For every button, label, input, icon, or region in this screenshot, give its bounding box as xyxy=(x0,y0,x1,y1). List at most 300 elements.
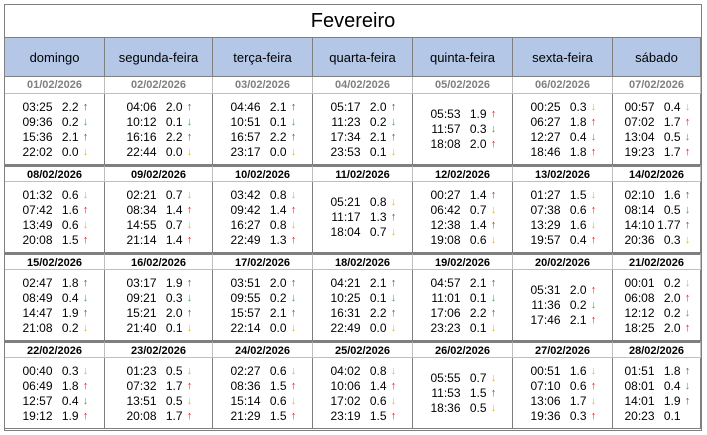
tide-entry xyxy=(325,195,401,210)
tide-height: 0.3 xyxy=(569,408,587,423)
day-date: 15/02/2026 xyxy=(5,253,105,270)
arrow-up-icon: ↑ xyxy=(684,291,691,304)
tide-entry xyxy=(225,129,301,144)
arrow-up-icon: ↑ xyxy=(82,306,89,319)
arrow-down-icon: ↓ xyxy=(684,203,691,216)
tide-entry xyxy=(225,99,301,114)
tide-time: 19:36 xyxy=(530,408,561,423)
arrow-down-icon: ↓ xyxy=(490,321,497,334)
arrow-up-icon: ↑ xyxy=(186,130,193,143)
tide-height: 0.1 xyxy=(469,320,487,335)
tide-entry xyxy=(425,275,501,290)
day-tides xyxy=(5,182,105,253)
tide-entry xyxy=(325,225,401,240)
day-tides xyxy=(613,270,701,341)
tide-entry xyxy=(619,129,695,144)
tide-height: 0.0 xyxy=(269,320,287,335)
tide-height: 1.3 xyxy=(369,210,387,224)
arrow-up-icon: ↑ xyxy=(82,233,89,246)
arrow-up-icon: ↑ xyxy=(390,409,397,422)
arrow-up-icon: ↑ xyxy=(684,321,691,334)
tide-height: 0.1 xyxy=(165,114,183,129)
tide-entry xyxy=(325,129,401,144)
tide-entry xyxy=(619,232,695,247)
tide-height: 2.1 xyxy=(369,129,387,144)
tide-entry xyxy=(325,210,401,225)
tide-entry xyxy=(121,129,197,144)
day-tides xyxy=(413,270,513,341)
tide-height: 1.4 xyxy=(269,202,287,217)
tide-height: 0.2 xyxy=(663,275,681,290)
tide-entry xyxy=(325,99,401,114)
tide-entry xyxy=(17,232,93,247)
tide-height: 1.4 xyxy=(165,232,183,247)
arrow-down-icon: ↓ xyxy=(490,372,497,384)
day-date: 10/02/2026 xyxy=(213,165,313,182)
tide-height: 0.6 xyxy=(569,378,587,393)
day-date: 14/02/2026 xyxy=(613,165,701,182)
tide-time: 03:42 xyxy=(230,187,261,202)
tide-height: 1.5 xyxy=(569,187,587,202)
tide-entry xyxy=(225,393,301,408)
tide-height: 2.0 xyxy=(165,99,183,114)
tide-entry xyxy=(425,107,501,122)
tide-height: 2.0 xyxy=(663,320,681,335)
tide-entry xyxy=(619,217,695,232)
tide-entry xyxy=(619,99,695,114)
day-date: 09/02/2026 xyxy=(105,165,213,182)
arrow-down-icon: ↓ xyxy=(290,394,297,407)
tide-time: 23:23 xyxy=(430,320,461,335)
tide-height: 2.2 xyxy=(369,305,387,320)
tide-entry xyxy=(425,137,501,152)
arrow-down-icon: ↓ xyxy=(390,321,397,334)
tide-height: 2.2 xyxy=(269,129,287,144)
arrow-up-icon: ↑ xyxy=(490,306,497,319)
tide-time: 19:23 xyxy=(624,144,655,159)
arrow-down-icon: ↓ xyxy=(82,394,89,407)
arrow-up-icon: ↑ xyxy=(82,379,89,392)
tide-height: 0.6 xyxy=(61,187,79,202)
tide-height: 0.4 xyxy=(569,129,587,144)
tide-entry xyxy=(225,290,301,305)
weekday-header: terça-feira xyxy=(213,38,313,77)
tide-entry xyxy=(619,320,695,335)
tide-height: 1.9 xyxy=(61,305,79,320)
arrow-down-icon: ↓ xyxy=(186,394,193,407)
tide-height: 1.4 xyxy=(165,202,183,217)
arrow-down-icon: ↓ xyxy=(590,188,597,201)
day-tides xyxy=(313,182,413,253)
arrow-up-icon: ↑ xyxy=(490,276,497,289)
arrow-up-icon: ↑ xyxy=(390,276,397,289)
tide-time: 13:49 xyxy=(22,217,53,232)
tide-time: 00:57 xyxy=(624,99,655,114)
arrow-up-icon: ↑ xyxy=(684,218,691,231)
tide-time: 00:25 xyxy=(530,99,561,114)
tide-time: 00:27 xyxy=(430,187,461,202)
day-tides xyxy=(5,270,105,341)
tide-height: 1.7 xyxy=(165,378,183,393)
day-tides xyxy=(613,358,701,429)
day-tides xyxy=(513,358,613,429)
arrow-up-icon: ↑ xyxy=(590,409,597,422)
tide-height: 0.7 xyxy=(469,371,487,385)
tide-time: 13:51 xyxy=(126,393,157,408)
arrow-up-icon: ↑ xyxy=(290,306,297,319)
tide-entry xyxy=(225,408,301,423)
tide-time: 18:04 xyxy=(330,225,361,239)
arrow-up-icon: ↑ xyxy=(590,115,597,128)
tide-height: 0.3 xyxy=(165,290,183,305)
day-tides xyxy=(513,270,613,341)
arrow-up-icon: ↑ xyxy=(590,314,597,326)
tide-height: 0.6 xyxy=(269,393,287,408)
arrow-up-icon: ↑ xyxy=(490,188,497,201)
tide-height: 1.6 xyxy=(569,363,587,378)
weekday-header: segunda-feira xyxy=(105,38,213,77)
arrow-up-icon: ↑ xyxy=(590,233,597,246)
tide-entry xyxy=(425,202,501,217)
tide-time: 20:23 xyxy=(624,408,655,423)
tide-time: 04:46 xyxy=(230,99,261,114)
arrow-down-icon: ↓ xyxy=(290,218,297,231)
tide-time: 14:47 xyxy=(22,305,53,320)
tide-time: 23:17 xyxy=(230,144,261,159)
day-tides xyxy=(105,182,213,253)
tide-entry xyxy=(525,217,601,232)
arrow-up-icon: ↑ xyxy=(590,145,597,158)
tide-height: 0.3 xyxy=(663,232,681,247)
tide-time: 17:46 xyxy=(530,313,561,327)
tide-time: 04:06 xyxy=(126,99,157,114)
day-date: 24/02/2026 xyxy=(213,341,313,358)
tide-time: 12:12 xyxy=(624,305,655,320)
tide-time: 19:12 xyxy=(22,408,53,423)
day-date: 21/02/2026 xyxy=(613,253,701,270)
tide-entry xyxy=(619,290,695,305)
tide-time: 01:32 xyxy=(22,187,53,202)
tide-entry xyxy=(17,129,93,144)
tide-time: 05:21 xyxy=(330,195,361,209)
arrow-up-icon: ↑ xyxy=(82,276,89,289)
tide-time: 11:53 xyxy=(431,386,461,400)
tide-time: 16:57 xyxy=(230,129,261,144)
tide-height: 0.1 xyxy=(369,290,387,305)
arrow-down-icon: ↓ xyxy=(186,188,193,201)
day-tides xyxy=(213,94,313,165)
tide-entry xyxy=(121,393,197,408)
tide-time: 11:23 xyxy=(331,114,361,129)
tide-entry xyxy=(525,129,601,144)
tide-height: 0.8 xyxy=(269,187,287,202)
tide-height: 0.6 xyxy=(569,202,587,217)
tide-entry xyxy=(17,305,93,320)
arrow-up-icon: ↑ xyxy=(290,203,297,216)
arrow-down-icon: ↓ xyxy=(390,115,397,128)
tide-entry xyxy=(619,305,695,320)
tide-entry xyxy=(525,202,601,217)
weekday-header: sexta-feira xyxy=(513,38,613,77)
tide-time: 04:02 xyxy=(330,363,361,378)
tide-time: 03:17 xyxy=(126,275,157,290)
tide-entry xyxy=(425,187,501,202)
arrow-up-icon: ↑ xyxy=(390,130,397,143)
tide-time: 21:40 xyxy=(126,320,157,335)
day-tides xyxy=(313,94,413,165)
arrow-down-icon: ↓ xyxy=(590,100,597,113)
tide-time: 16:16 xyxy=(126,129,157,144)
tide-time: 13:06 xyxy=(530,393,561,408)
tide-time: 08:36 xyxy=(230,378,261,393)
tide-height: 0.1 xyxy=(165,320,183,335)
arrow-up-icon: ↑ xyxy=(490,108,497,120)
tide-time: 05:53 xyxy=(430,107,461,121)
day-tides xyxy=(313,358,413,429)
arrow-down-icon: ↓ xyxy=(490,291,497,304)
tide-entry xyxy=(425,217,501,232)
tide-time: 12:27 xyxy=(530,129,561,144)
arrow-up-icon: ↑ xyxy=(684,364,691,377)
tide-entry xyxy=(325,408,401,423)
arrow-up-icon: ↑ xyxy=(186,203,193,216)
tide-time: 08:14 xyxy=(624,202,655,217)
tide-height: 2.0 xyxy=(663,290,681,305)
tide-time: 06:27 xyxy=(530,114,561,129)
arrow-down-icon: ↓ xyxy=(390,226,397,238)
arrow-down-icon: ↓ xyxy=(590,394,597,407)
tide-time: 05:17 xyxy=(330,99,361,114)
tide-entry xyxy=(619,275,695,290)
day-date: 12/02/2026 xyxy=(413,165,513,182)
tide-entry xyxy=(121,305,197,320)
tide-height: 2.2 xyxy=(165,129,183,144)
tide-height: 0.7 xyxy=(369,225,387,239)
arrow-down-icon: ↓ xyxy=(490,203,497,216)
tide-height: 2.1 xyxy=(369,275,387,290)
tide-entry xyxy=(225,217,301,232)
day-date: 03/02/2026 xyxy=(213,77,313,94)
tide-time: 13:29 xyxy=(530,217,561,232)
tide-time: 10:06 xyxy=(330,378,361,393)
tide-entry xyxy=(325,305,401,320)
tide-time: 10:25 xyxy=(330,290,361,305)
day-date: 11/02/2026 xyxy=(313,165,413,182)
tide-height: 0.4 xyxy=(663,99,681,114)
tide-time: 04:21 xyxy=(330,275,361,290)
tide-entry xyxy=(325,144,401,159)
tide-entry xyxy=(17,320,93,335)
arrow-down-icon: ↓ xyxy=(82,145,89,158)
day-date: 04/02/2026 xyxy=(313,77,413,94)
arrow-down-icon: ↓ xyxy=(684,233,691,246)
tide-entry xyxy=(325,363,401,378)
tide-height: 0.0 xyxy=(61,144,79,159)
tide-entry xyxy=(121,202,197,217)
tide-time: 23:19 xyxy=(330,408,361,423)
arrow-down-icon: ↓ xyxy=(82,218,89,231)
arrow-down-icon: ↓ xyxy=(490,233,497,246)
tide-height: 1.5 xyxy=(269,408,287,423)
tide-height: 0.3 xyxy=(469,122,487,136)
tide-time: 19:57 xyxy=(530,232,561,247)
tide-time: 07:32 xyxy=(126,378,157,393)
tide-entry xyxy=(225,202,301,217)
tide-time: 08:34 xyxy=(126,202,157,217)
tide-entry xyxy=(525,283,601,298)
tide-entry xyxy=(525,114,601,129)
arrow-down-icon: ↓ xyxy=(290,291,297,304)
arrow-up-icon: ↑ xyxy=(590,203,597,216)
tide-entry xyxy=(425,401,501,416)
tide-time: 05:55 xyxy=(430,371,461,385)
arrow-down-icon: ↓ xyxy=(390,394,397,407)
arrow-down-icon: ↓ xyxy=(590,218,597,231)
tide-time: 20:08 xyxy=(126,408,157,423)
arrow-up-icon: ↑ xyxy=(186,306,193,319)
tide-height: 1.7 xyxy=(569,393,587,408)
arrow-up-icon: ↑ xyxy=(186,379,193,392)
tide-time: 08:01 xyxy=(624,378,655,393)
tide-time: 15:14 xyxy=(230,393,261,408)
tide-entry xyxy=(525,298,601,313)
tide-time: 09:55 xyxy=(230,290,261,305)
arrow-down-icon: ↓ xyxy=(290,145,297,158)
tide-time: 18:08 xyxy=(430,137,461,151)
arrow-down-icon: ↓ xyxy=(82,291,89,304)
tide-entry xyxy=(425,386,501,401)
tide-time: 02:10 xyxy=(624,187,655,202)
tide-height: 0.2 xyxy=(61,114,79,129)
tide-height: 0.5 xyxy=(165,363,183,378)
tide-time: 18:36 xyxy=(430,401,461,415)
tide-time: 14:01 xyxy=(624,393,655,408)
tide-entry xyxy=(225,187,301,202)
arrow-up-icon: ↑ xyxy=(390,100,397,113)
tide-entry xyxy=(225,305,301,320)
tide-entry xyxy=(17,378,93,393)
tide-height: 0.2 xyxy=(663,305,681,320)
tide-entry xyxy=(425,320,501,335)
tide-time: 21:08 xyxy=(22,320,53,335)
day-tides xyxy=(613,94,701,165)
tide-height: 2.2 xyxy=(469,305,487,320)
tide-time: 01:51 xyxy=(624,363,655,378)
arrow-down-icon: ↓ xyxy=(186,145,193,158)
tide-time: 21:14 xyxy=(126,232,157,247)
arrow-down-icon: ↓ xyxy=(390,145,397,158)
day-date: 25/02/2026 xyxy=(313,341,413,358)
tide-time: 07:38 xyxy=(530,202,561,217)
tide-height: 0.0 xyxy=(369,320,387,335)
weekday-header: quarta-feira xyxy=(313,38,413,77)
tide-entry xyxy=(619,363,695,378)
arrow-down-icon: ↓ xyxy=(684,100,691,113)
weekday-header: sábado xyxy=(613,38,701,77)
arrow-down-icon: ↓ xyxy=(390,364,397,377)
tide-height: 1.8 xyxy=(61,275,79,290)
tide-height: 0.1 xyxy=(469,290,487,305)
arrow-down-icon: ↓ xyxy=(186,218,193,231)
arrow-up-icon: ↑ xyxy=(186,276,193,289)
tide-time: 11:01 xyxy=(431,290,461,305)
tide-entry xyxy=(225,275,301,290)
tide-height: 1.7 xyxy=(663,144,681,159)
tide-time: 11:36 xyxy=(531,298,561,312)
tide-entry xyxy=(225,232,301,247)
tide-height: 0.6 xyxy=(469,232,487,247)
tide-time: 22:02 xyxy=(22,144,53,159)
tide-entry xyxy=(525,393,601,408)
tide-time: 12:57 xyxy=(22,393,53,408)
tide-height: 1.9 xyxy=(469,107,487,121)
tide-time: 01:27 xyxy=(530,187,561,202)
tide-height: 0.6 xyxy=(369,393,387,408)
tide-time: 17:34 xyxy=(330,129,361,144)
tide-time: 16:31 xyxy=(330,305,361,320)
tide-time: 20:08 xyxy=(22,232,53,247)
tide-time: 06:08 xyxy=(624,290,655,305)
arrow-up-icon: ↑ xyxy=(82,100,89,113)
tide-entry xyxy=(525,187,601,202)
tide-entry xyxy=(525,313,601,328)
tide-height: 0.7 xyxy=(469,202,487,217)
day-date: 01/02/2026 xyxy=(5,77,105,94)
tide-height: 0.2 xyxy=(369,114,387,129)
day-tides xyxy=(513,94,613,165)
tide-time: 14:10 xyxy=(624,217,655,232)
tide-height: 2.1 xyxy=(269,305,287,320)
tide-time: 09:36 xyxy=(22,114,53,129)
day-date: 19/02/2026 xyxy=(413,253,513,270)
tide-time: 07:10 xyxy=(530,378,561,393)
tide-time: 23:53 xyxy=(330,144,361,159)
tide-height: 1.9 xyxy=(61,408,79,423)
tide-entry xyxy=(425,290,501,305)
tide-entry xyxy=(17,217,93,232)
arrow-up-icon: ↑ xyxy=(186,100,193,113)
tide-time: 16:27 xyxy=(230,217,261,232)
weekday-header: domingo xyxy=(5,38,105,77)
arrow-down-icon: ↓ xyxy=(186,364,193,377)
arrow-down-icon: ↓ xyxy=(290,188,297,201)
tide-time: 03:51 xyxy=(230,275,261,290)
tide-entry xyxy=(525,232,601,247)
tide-entry xyxy=(121,378,197,393)
tide-height: 0.8 xyxy=(369,195,387,209)
tide-time: 07:42 xyxy=(22,202,53,217)
tide-time: 01:23 xyxy=(126,363,157,378)
tide-time: 09:42 xyxy=(230,202,261,217)
tide-entry xyxy=(121,232,197,247)
tide-height: 1.5 xyxy=(61,232,79,247)
arrow-down-icon: ↓ xyxy=(490,402,497,414)
day-date: 27/02/2026 xyxy=(513,341,613,358)
tide-time: 15:57 xyxy=(230,305,261,320)
tide-height: 0.5 xyxy=(469,401,487,415)
day-date: 22/02/2026 xyxy=(5,341,105,358)
tide-entry xyxy=(425,122,501,137)
tide-time: 22:49 xyxy=(230,232,261,247)
tide-entry xyxy=(525,99,601,114)
day-tides xyxy=(105,270,213,341)
arrow-up-icon: ↑ xyxy=(490,138,497,150)
arrow-up-icon: ↑ xyxy=(82,409,89,422)
arrow-up-icon: ↑ xyxy=(684,188,691,201)
tide-height: 0.3 xyxy=(61,363,79,378)
tide-entry xyxy=(17,99,93,114)
tide-entry xyxy=(17,275,93,290)
